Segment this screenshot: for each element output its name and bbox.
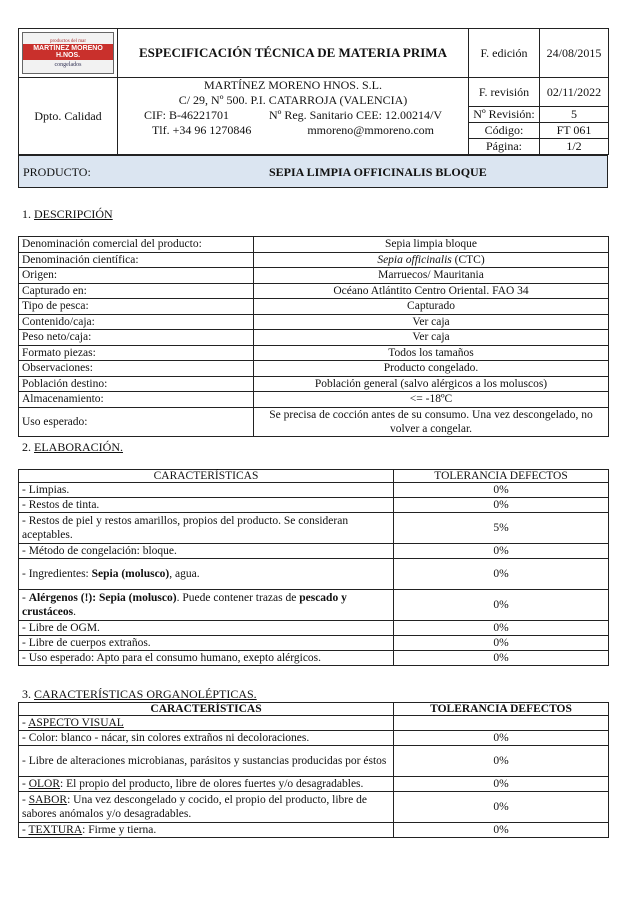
organoleptic-table	[18, 702, 609, 838]
characteristic: - Libre de cuerpos extraños.	[19, 636, 394, 651]
row-label: Uso esperado:	[19, 407, 254, 436]
elaboration-table	[18, 469, 609, 666]
table-row	[19, 314, 609, 330]
department: Dpto. Calidad	[19, 78, 118, 155]
row-label: Denominación comercial del producto:	[19, 237, 254, 253]
page-label: Página:	[469, 139, 540, 155]
table-row	[19, 330, 609, 346]
row-value: Todos los tamaños	[254, 345, 609, 361]
revision-date-value: 02/11/2022	[540, 78, 609, 107]
table-row	[19, 731, 609, 746]
edition-value: 24/08/2015	[540, 29, 609, 78]
table-row	[19, 376, 609, 392]
document-header	[18, 28, 609, 155]
tolerance: 0%	[394, 792, 609, 823]
table-row	[19, 636, 609, 651]
tolerance: 0%	[394, 544, 609, 559]
tolerance: 0%	[394, 621, 609, 636]
page-value: 1/2	[540, 139, 609, 155]
table-row	[19, 621, 609, 636]
product-label: PRODUCTO:	[23, 165, 91, 179]
company-email: mmoreno@mmoreno.com	[307, 123, 435, 137]
edition-label: F. edición	[469, 29, 540, 78]
table-row	[19, 407, 609, 436]
row-value: Ver caja	[254, 330, 609, 346]
tolerance: 0%	[394, 746, 609, 777]
col-characteristics: CARACTERÍSTICAS	[19, 470, 394, 483]
row-label: Denominación científica:	[19, 252, 254, 268]
company-name: MARTÍNEZ MORENO HNOS. S.L.	[204, 78, 382, 92]
table-row	[19, 252, 609, 268]
characteristic: - Limpias.	[19, 483, 394, 498]
table-row	[19, 792, 609, 823]
row-value: Ver caja	[254, 314, 609, 330]
table-row	[19, 716, 609, 731]
characteristic: - OLOR: El propio del producto, libre de olores fuertes y/o desagradables.	[19, 777, 394, 792]
company-cif: CIF: B-46221701	[143, 108, 229, 122]
characteristic: - Libre de OGM.	[19, 621, 394, 636]
table-row	[19, 345, 609, 361]
code-label: Código:	[469, 123, 540, 139]
tolerance: 0%	[394, 590, 609, 621]
table-row	[19, 483, 609, 498]
characteristic: - SABOR: Una vez descongelado y cocido, el propio del producto, libre de sabores anómalos y/o desagradables.	[19, 792, 394, 823]
characteristic: - Ingredientes: Sepia (molusco), agua.	[19, 559, 394, 590]
characteristic: - Uso esperado: Apto para el consumo humano, exepto alérgicos.	[19, 651, 394, 666]
company-info	[118, 78, 469, 155]
product-bar	[18, 155, 608, 188]
characteristic: - ASPECTO VISUAL	[19, 716, 394, 731]
table-row	[19, 777, 609, 792]
table-row	[19, 651, 609, 666]
col-tolerance: TOLERANCIA DEFECTOS	[394, 703, 609, 716]
company-phone: Tlf. +34 96 1270846	[151, 123, 252, 137]
tolerance	[394, 716, 609, 731]
revision-number-label: Nº Revisión:	[469, 107, 540, 123]
row-value: Capturado	[254, 299, 609, 315]
table-row	[19, 746, 609, 777]
col-tolerance: TOLERANCIA DEFECTOS	[394, 470, 609, 483]
row-label: Tipo de pesca:	[19, 299, 254, 315]
row-value: Océano Atlántito Centro Oriental. FAO 34	[254, 283, 609, 299]
row-value: Marruecos/ Mauritania	[254, 268, 609, 284]
row-label: Capturado en:	[19, 283, 254, 299]
table-row	[19, 823, 609, 838]
tolerance: 0%	[394, 731, 609, 746]
tolerance: 0%	[394, 777, 609, 792]
revision-number-value: 5	[540, 107, 609, 123]
row-label: Observaciones:	[19, 361, 254, 377]
tolerance: 0%	[394, 651, 609, 666]
row-value: Producto congelado.	[254, 361, 609, 377]
row-label: Peso neto/caja:	[19, 330, 254, 346]
description-table	[18, 236, 609, 437]
table-row	[19, 498, 609, 513]
row-value: Sepia limpia bloque	[254, 237, 609, 253]
revision-date-label: F. revisión	[469, 78, 540, 107]
section3-heading: 3. CARACTERÍSTICAS ORGANOLÉPTICAS.	[22, 687, 257, 701]
characteristic: - Restos de piel y restos amarillos, propios del producto. Se consideran aceptables.	[19, 513, 394, 544]
table-row	[19, 283, 609, 299]
tolerance: 0%	[394, 823, 609, 838]
row-value: Población general (salvo alérgicos a los moluscos)	[254, 376, 609, 392]
section1-heading: 1. DESCRIPCIÓN	[22, 207, 113, 221]
table-row	[19, 237, 609, 253]
company-logo: productos del mar MARTÍNEZ MORENO H.NOS. congelados	[22, 32, 114, 74]
row-value: Se precisa de cocción antes de su consumo. Una vez descongelado, no volver a congelar.	[254, 407, 609, 436]
company-address: C/ 29, Nº 500. P.I. CATARROJA (VALENCIA)	[178, 93, 408, 107]
code-value: FT 061	[540, 123, 609, 139]
product-name: SEPIA LIMPIA OFFICINALIS BLOQUE	[269, 165, 487, 179]
row-label: Contenido/caja:	[19, 314, 254, 330]
characteristic: - Color: blanco - nácar, sin colores extraños ni decoloraciones.	[19, 731, 394, 746]
table-row	[19, 392, 609, 408]
row-label: Población destino:	[19, 376, 254, 392]
table-row	[19, 268, 609, 284]
company-reg: Nº Reg. Sanitario CEE: 12.00214/V	[268, 108, 443, 122]
row-label: Formato piezas:	[19, 345, 254, 361]
row-value: <= -18ºC	[254, 392, 609, 408]
row-value: Sepia officinalis (CTC)	[254, 252, 609, 268]
table-row	[19, 544, 609, 559]
tolerance: 0%	[394, 559, 609, 590]
characteristic: - Alérgenos (!): Sepia (molusco). Puede contener trazas de pescado y crustáceos.	[19, 590, 394, 621]
tolerance: 0%	[394, 483, 609, 498]
tolerance: 0%	[394, 636, 609, 651]
table-row	[19, 590, 609, 621]
section2-heading: 2. ELABORACIÓN.	[22, 440, 123, 454]
tolerance: 5%	[394, 513, 609, 544]
doc-title: ESPECIFICACIÓN TÉCNICA DE MATERIA PRIMA	[118, 29, 469, 78]
table-row	[19, 559, 609, 590]
table-row	[19, 361, 609, 377]
tolerance: 0%	[394, 498, 609, 513]
characteristic: - Restos de tinta.	[19, 498, 394, 513]
characteristic: - Libre de alteraciones microbianas, parásitos y sustancias producidas por éstos	[19, 746, 394, 777]
col-characteristics: CARACTERÍSTICAS	[19, 703, 394, 716]
table-row	[19, 299, 609, 315]
row-label: Almacenamiento:	[19, 392, 254, 408]
table-row	[19, 513, 609, 544]
logo-cell	[19, 29, 118, 78]
characteristic: - TEXTURA: Firme y tierna.	[19, 823, 394, 838]
characteristic: - Método de congelación: bloque.	[19, 544, 394, 559]
row-label: Origen:	[19, 268, 254, 284]
